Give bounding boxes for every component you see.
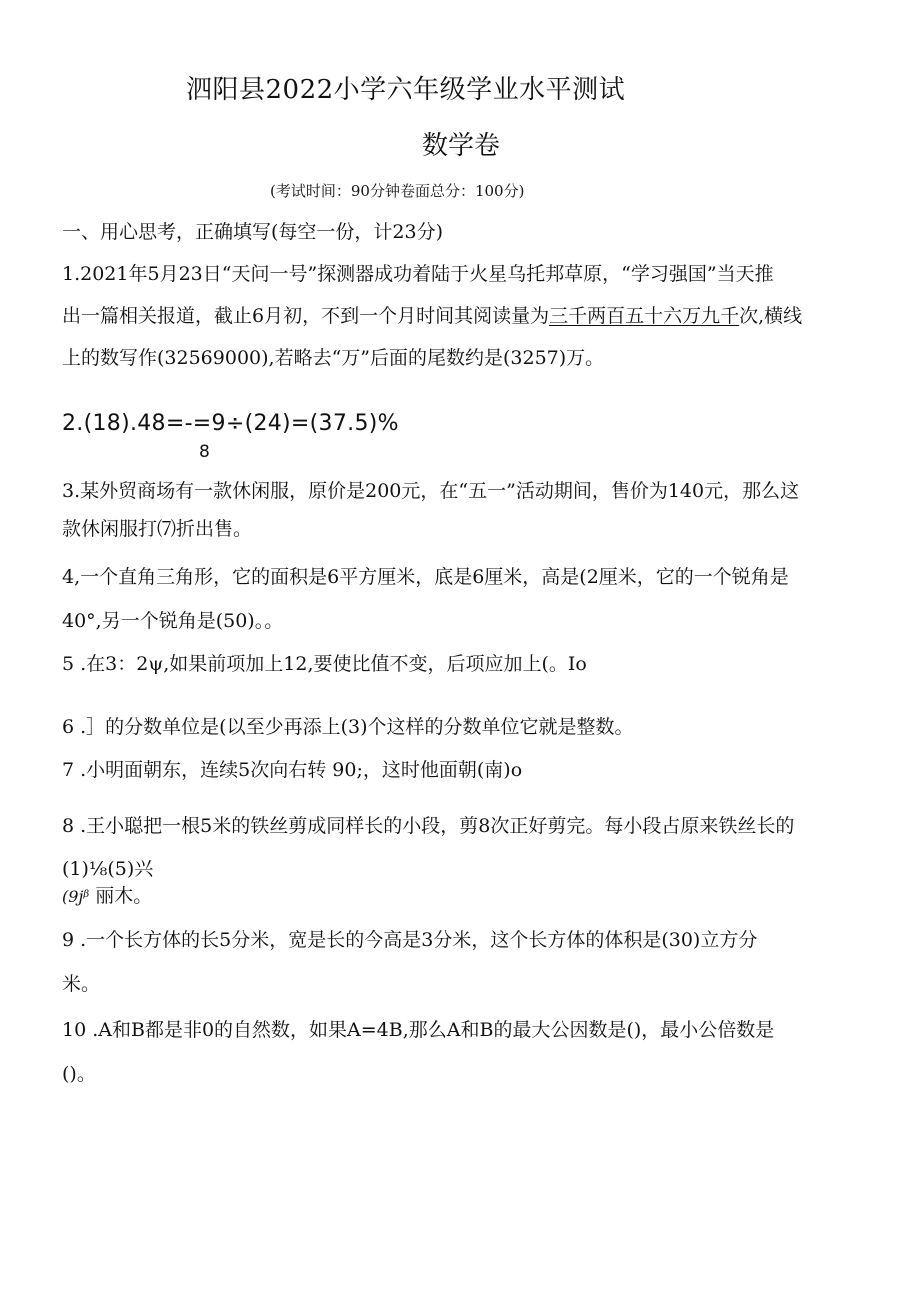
exam-note: (考试时间：90分钟卷面总分：100分) (270, 182, 525, 200)
question-8-garbled-mark: (9jᵝ (62, 887, 90, 906)
question-1-text-tail: 次,横线 (739, 305, 803, 327)
underlined-number-words: 三千两百五十六万九千 (549, 305, 740, 327)
question-6: 6 .］的分数单位是(以至少再添上(3)个这样的分数单位它就是整数。 (62, 716, 634, 738)
question-1-line-3: 上的数写作(32569000),若略去“万”后面的尾数约是(3257)万。 (62, 347, 605, 369)
question-1-line-1: 1.2021年5月23日“天问一号”探测器成功着陆于火星乌托邦草原，“学习强国”当天推 (62, 263, 774, 285)
question-3-line-1: 3.某外贸商场有一款休闲服，原价是200元，在“五一”活动期间，售价为140元，那么这 (62, 480, 800, 502)
question-9-line-2: 米。 (62, 973, 101, 995)
question-4-line-1: 4,一个直角三角形，它的面积是6平方厘米，底是6厘米，高是(2厘米，它的一个锐角是 (62, 566, 789, 588)
question-8-line-3 (62, 884, 152, 909)
question-8-line-3-text: 丽木。 (89, 885, 153, 907)
exam-title: 泗阳县2022小学六年级学业水平测试 (186, 75, 626, 105)
exam-subtitle: 数学卷 (422, 131, 501, 161)
question-8-line-2: (1)⅛(5)兴 (62, 858, 154, 880)
question-8-line-1: 8 .王小聪把一根5米的铁丝剪成同样长的小段，剪8次正好剪完。每小段占原来铁丝长的 (62, 815, 795, 837)
question-3-line-2: 款休闲服打⑺折出售。 (62, 518, 253, 540)
question-9-line-1: 9 .一个长方体的长5分米，宽是长的今高是3分米，这个长方体的体积是(30)立方分 (62, 929, 758, 951)
question-1-line-2 (62, 304, 802, 328)
question-2-denominator: 8 (199, 442, 210, 462)
question-10-line-1: 10 .A和B都是非0的自然数，如果A=4B,那么A和B的最大公因数是()，最小公倍数是 (62, 1019, 775, 1041)
question-1-text: 出一篇相关报道，截止6月初，不到一个月时间其阅读量为 (62, 305, 550, 327)
question-5: 5 .在3：2ψ,如果前项加上12,要使比值不变，后项应加上(。Io (62, 653, 587, 675)
question-2-formula: 2.(18).48=-=9÷(24)=(37.5)% (62, 411, 399, 436)
question-4-line-2: 40°,另一个锐角是(50)。。 (62, 610, 284, 632)
question-10-line-2: ()。 (62, 1063, 96, 1085)
section-heading: 一、用心思考，正确填写(每空一份，计23分) (62, 221, 444, 243)
question-7: 7 .小明面朝东，连续5次向右转 90;，这时他面朝(南)o (62, 759, 523, 781)
